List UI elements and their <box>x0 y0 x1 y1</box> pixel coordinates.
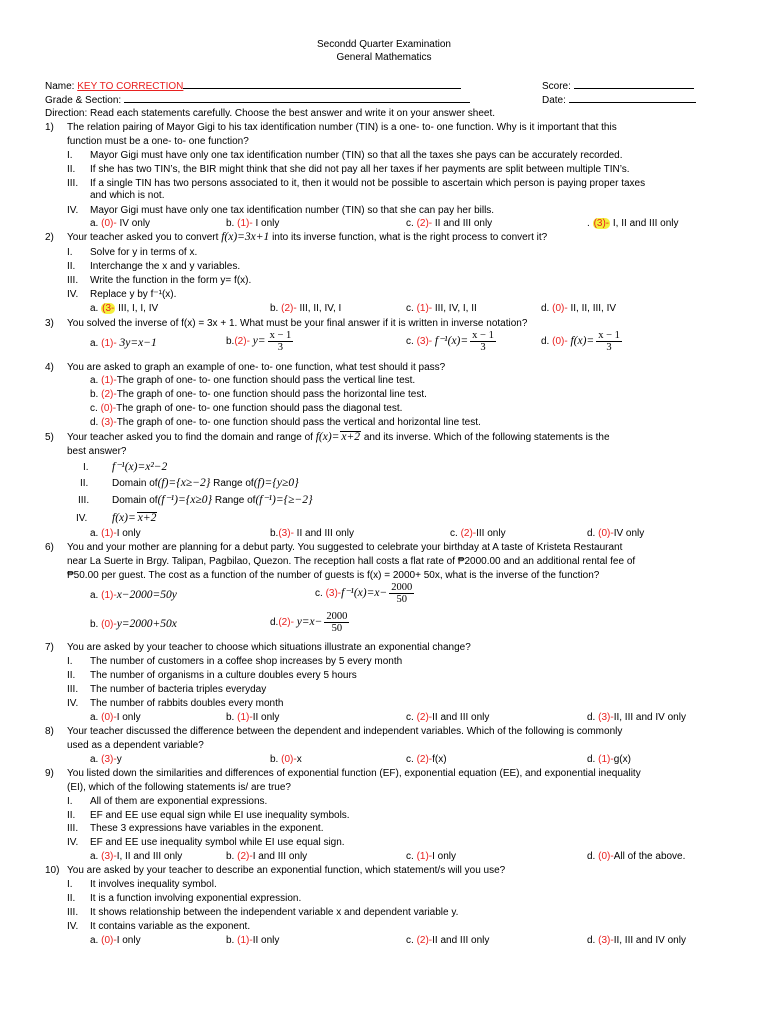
q6-fraction: $\frac{2000}{50}$ <box>391 582 413 605</box>
q9-statement-num: IV. <box>67 837 79 848</box>
q1-statement: and which is not. <box>90 190 165 201</box>
q6-option-d: d.(2)- y=x− $\frac{2000}{50}$ <box>270 611 348 634</box>
q5-statement-num: I. <box>83 462 89 473</box>
q2-stem: Your teacher asked you to convert f(x)=3x+1 into its inverse function, what is the right process to convert it? <box>67 231 548 243</box>
q6-option-a: a. (1)-x−2000=50y <box>90 589 177 601</box>
q8-option-c: c. (2)-f(x) <box>406 754 447 765</box>
exam-title: Secondd Quarter Examination <box>317 39 451 50</box>
q3-number: 3) <box>45 318 54 329</box>
q3-option-d: d. (0)- f(x)= $\frac{x - 1}{3}$ <box>541 330 620 353</box>
q9-statement-num: III. <box>67 823 79 834</box>
grade-underline <box>124 93 470 103</box>
q6-option-b: b. (0)-y=2000+50x <box>90 618 177 630</box>
q7-option-a: a. (0)-I only <box>90 712 141 723</box>
q2-statement-num: I. <box>67 247 73 258</box>
q1-stem-2: function must be a one- to- one function? <box>67 136 249 147</box>
q4-number: 4) <box>45 362 54 373</box>
q10-option-c: c. (2)-II and III only <box>406 935 490 946</box>
q8-stem-2: used as a dependent variable? <box>67 740 204 751</box>
q7-number: 7) <box>45 642 54 653</box>
q2-number: 2) <box>45 232 54 243</box>
q10-number: 10) <box>45 865 60 876</box>
q2-option-a: a. (3- III, I, I, IV <box>90 303 159 314</box>
q9-statement: All of them are exponential expressions. <box>90 796 268 807</box>
q2-statement: Write the function in the form y= f(x). <box>90 275 252 286</box>
q9-option-a: a. (3)-I, II and III only <box>90 851 183 862</box>
name-row <box>45 79 461 93</box>
q10-stem: You are asked by your teacher to describe an exponential function, which statement/s will you use? <box>67 865 506 876</box>
q5-option-a: a. (1)-I only <box>90 528 141 539</box>
name-underline <box>183 79 461 89</box>
q7-statement: The number of bacteria triples everyday <box>90 684 267 695</box>
q1-option-b: b. (1)- I only <box>226 218 280 229</box>
q2-statement: Replace y by f⁻¹(x). <box>90 289 177 300</box>
q9-option-c: c. (1)-I only <box>406 851 457 862</box>
q7-statement: The number of rabbits doubles every month <box>90 698 284 709</box>
q8-option-a: a. (3)-y <box>90 754 122 765</box>
direction: Direction: Read each statements carefully. Choose the best answer and write it on your answer sheet. <box>45 108 496 119</box>
q1-statement: If a single TIN has two persons associated to it, then it would not be possible to ascertain which person is paying proper taxes <box>90 178 646 189</box>
grade-row <box>45 93 470 107</box>
q3-option-c: c. (3)- f⁻¹(x)= $\frac{x - 1}{3}$ <box>406 330 494 353</box>
q4-option-a: a. (1)-The graph of one- to- one function should pass the vertical line test. <box>90 375 416 386</box>
grade-label: Grade & Section: <box>45 95 122 106</box>
q10-option-a: a. (0)-I only <box>90 935 141 946</box>
name-value: KEY TO CORRECTION <box>77 81 184 92</box>
q5-number: 5) <box>45 432 54 443</box>
sqrt-icon: x+2 <box>137 512 157 524</box>
q2-statement: Interchange the x and y variables. <box>90 261 241 272</box>
q8-option-b: b. (0)-x <box>270 754 302 765</box>
date-underline <box>569 93 696 103</box>
sqrt-icon: x+2 <box>341 431 361 443</box>
q10-statement-num: III. <box>67 907 79 918</box>
q9-stem-2: (EI), which of the following statements is/ are true? <box>67 782 291 793</box>
q10-statement: It is a function involving exponential expression. <box>90 893 302 904</box>
q6-stem-2: near La Suerte in Brgy. Talipan, Pagbilao, Quezon. The reception hall costs a flat rate of ₱2000.00 and an additional rental fee of <box>67 556 636 567</box>
q9-option-d: d. (0)-All of the above. <box>587 851 686 862</box>
q5-statement-num: III. <box>78 495 90 506</box>
q10-option-d: d. (3)-II, III and IV only <box>587 935 686 946</box>
q6-fraction: $\frac{2000}{50}$ <box>326 611 348 634</box>
q10-statement-num: II. <box>67 893 76 904</box>
q9-stem-1: You listed down the similarities and differences of exponential function (EF), exponential equation (EE), and exponential inequality <box>67 768 641 779</box>
q5-option-d: d. (0)-IV only <box>587 528 645 539</box>
q2-option-c: c. (1)- III, IV, I, II <box>406 303 477 314</box>
q7-stem: You are asked by your teacher to choose which situations illustrate an exponential change? <box>67 642 471 653</box>
q2-option-b: b. (2)- III, II, IV, I <box>270 303 342 314</box>
q7-option-c: c. (2)-II and III only <box>406 712 490 723</box>
q9-statement: EF and EE use equal sign while EI use inequality symbols. <box>90 810 350 821</box>
q1-statement-num: IV. <box>67 205 79 216</box>
q8-option-d: d. (1)-g(x) <box>587 754 631 765</box>
q2-option-d: d. (0)- II, II, III, IV <box>541 303 617 314</box>
q5-option-b: b.(3)- II and III only <box>270 528 354 539</box>
q1-statement-num: II. <box>67 164 76 175</box>
q6-stem-3: ₱50.00 per guest. The cost as a function of the number of guests is f(x) = 2000+ 50x, what is the inverse of the function? <box>67 570 600 581</box>
exam-subject: General Mathematics <box>336 52 432 63</box>
q7-option-b: b. (1)-II only <box>226 712 280 723</box>
name-label: Name: <box>45 81 75 92</box>
q1-stem-1: The relation pairing of Mayor Gigi to his tax identification number (TIN) is a one- to- one function. Why is it important that this <box>67 122 617 133</box>
q4-stem: You are asked to graph an example of one- to- one function, what test should it pass? <box>67 362 446 373</box>
q1-statement-num: I. <box>67 150 73 161</box>
q2-function: f(x)=3x+1 <box>221 231 270 243</box>
q1-statement: Mayor Gigi must have only one tax identification number (TIN) so that she can pay her bills. <box>90 205 495 216</box>
q6-stem-1: You and your mother are planning for a debut party. You suggested to celebrate your birthday at A taste of Kristeta Restaurant <box>67 542 623 553</box>
q7-statement-num: IV. <box>67 698 79 709</box>
q3-fraction: $\frac{x - 1}{3}$ <box>472 330 494 353</box>
q1-statement-num: III. <box>67 178 79 189</box>
q5-stem-2: best answer? <box>67 446 127 457</box>
q5-statement-i: f⁻¹(x)=x²−2 <box>112 461 168 473</box>
score-label: Score: <box>542 81 571 92</box>
q10-statement: It involves inequality symbol. <box>90 879 217 890</box>
q3-option-b: b.(2)- y= $\frac{x - 1}{3}$ <box>226 330 292 353</box>
q5-statement-num: IV. <box>76 513 88 524</box>
q5-statement-ii: Domain of(f)={x≥−2} Range of(f)={y≥0} <box>112 477 299 489</box>
q7-statement-num: III. <box>67 684 79 695</box>
q8-number: 8) <box>45 726 54 737</box>
q5-statement-iv: f(x)= x+2 <box>112 512 157 524</box>
q1-option-c: c. (2)- II and III only <box>406 218 493 229</box>
q9-statement-num: II. <box>67 810 76 821</box>
q7-option-d: d. (3)-II, III and IV only <box>587 712 686 723</box>
q3-stem: You solved the inverse of f(x) = 3x + 1. What must be your final answer if it is written in inverse notation? <box>67 318 528 329</box>
q9-statement: EF and EE use inequality symbol while EI use equal sign. <box>90 837 345 848</box>
q1-number: 1) <box>45 122 54 133</box>
q7-statement: The number of customers in a coffee shop increases by 5 every month <box>90 656 403 667</box>
q6-option-c: c. (3)-f⁻¹(x)=x− $\frac{2000}{50}$ <box>315 582 413 605</box>
date-row <box>542 93 696 107</box>
q10-statement: It shows relationship between the independent variable x and dependent variable y. <box>90 907 459 918</box>
score-underline <box>574 79 694 89</box>
q5-option-c: c. (2)-III only <box>450 528 506 539</box>
q3-fraction: $\frac{x - 1}{3}$ <box>269 330 292 353</box>
q9-statement-num: I. <box>67 796 73 807</box>
q4-option-d: d. (3)-The graph of one- to- one function should pass the vertical and horizontal line test. <box>90 417 481 428</box>
q1-statement: Mayor Gigi must have only one tax identification number (TIN) so that all the taxes she pays can be accurately recorded. <box>90 150 623 161</box>
q1-option-d: . (3)- I, II and III only <box>587 218 679 229</box>
q9-statement: These 3 expressions have variables in the exponent. <box>90 823 324 834</box>
q8-stem-1: Your teacher discussed the difference between the dependent and independent variables. Which of the following is commonly <box>67 726 623 737</box>
q2-statement-num: III. <box>67 275 79 286</box>
q3-option-a: a. (1)- 3y=x−1 <box>90 337 157 349</box>
q3-fraction: $\frac{x - 1}{3}$ <box>598 330 620 353</box>
q1-statement: If she has two TIN’s, the BIR might think that she did not pay all her taxes if her payments are split between multiple TIN’s. <box>90 164 630 175</box>
q5-statement-iii: Domain of(f⁻¹)={x≥0} Range of(f⁻¹)={≥−2} <box>112 494 313 506</box>
score-row <box>542 79 694 93</box>
q10-statement-num: I. <box>67 879 73 890</box>
q10-option-b: b. (1)-II only <box>226 935 280 946</box>
q7-statement-num: II. <box>67 670 76 681</box>
q10-statement-num: IV. <box>67 921 79 932</box>
q5-stem: Your teacher asked you to find the domain and range of f(x)= x+2 and its inverse. Which of the following statements is the <box>67 431 610 443</box>
q10-statement: It contains variable as the exponent. <box>90 921 251 932</box>
q9-option-b: b. (2)-I and III only <box>226 851 308 862</box>
q9-number: 9) <box>45 768 54 779</box>
q5-statement-num: II. <box>80 478 89 489</box>
q4-option-c: c. (0)-The graph of one- to- one function should pass the diagonal test. <box>90 403 403 414</box>
q6-number: 6) <box>45 542 54 553</box>
q1-option-a: a. (0)- IV only <box>90 218 151 229</box>
q7-statement-num: I. <box>67 656 73 667</box>
date-label: Date: <box>542 95 566 106</box>
q7-statement: The number of organisms in a culture doubles every 5 hours <box>90 670 357 681</box>
q2-statement: Solve for y in terms of x. <box>90 247 198 258</box>
q4-option-b: b. (2)-The graph of one- to- one function should pass the horizontal line test. <box>90 389 427 400</box>
q2-statement-num: II. <box>67 261 76 272</box>
q2-statement-num: IV. <box>67 289 79 300</box>
